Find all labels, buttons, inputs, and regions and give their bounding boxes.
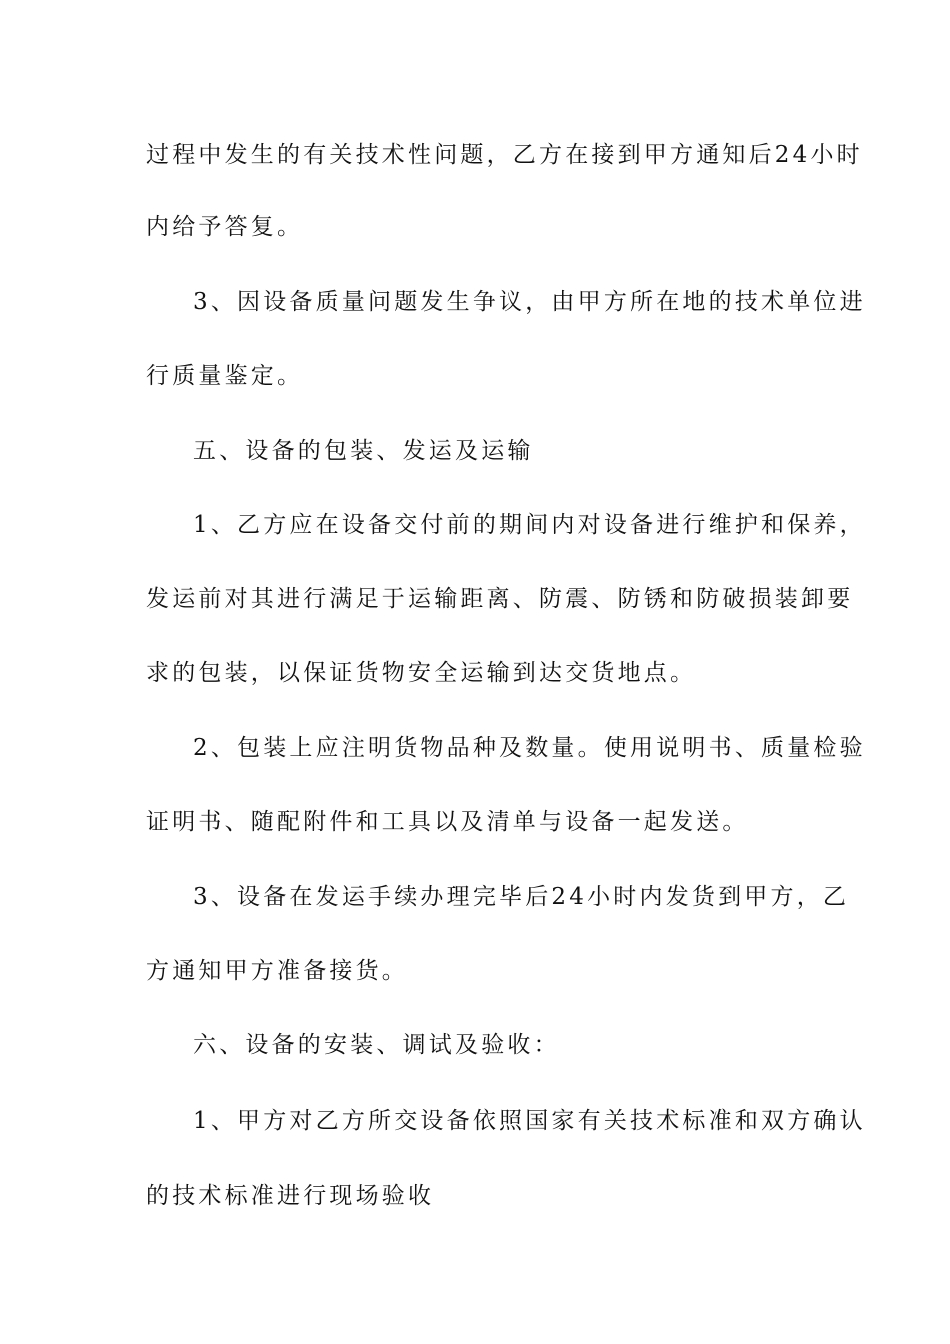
- text-line-9: 2、包装上应注明货物品种及数量。使用说明书、质量检验: [193, 735, 866, 761]
- text-line-11: 3、设备在发运手续办理完毕后24小时内发货到甲方，乙: [193, 884, 850, 910]
- text-line-3: 3、因设备质量问题发生争议，由甲方所在地的技术单位进: [193, 289, 866, 315]
- text-line-1: 过程中发生的有关技术性问题，乙方在接到甲方通知后24小时: [146, 142, 863, 168]
- text-line-7: 发运前对其进行满足于运输距离、防震、防锈和防破损装卸要: [146, 586, 854, 612]
- text-line-6: 1、乙方应在设备交付前的期间内对设备进行维护和保养，: [193, 512, 866, 538]
- text-line-12: 方通知甲方准备接货。: [146, 958, 408, 984]
- text-line-4: 行质量鉴定。: [146, 363, 304, 389]
- text-line-14: 1、甲方对乙方所交设备依照国家有关技术标准和双方确认: [193, 1108, 866, 1134]
- text-line-15: 的技术标准进行现场验收: [146, 1183, 435, 1209]
- section-heading-5: 五、设备的包装、发运及运输: [193, 438, 534, 464]
- text-line-8: 求的包装，以保证货物安全运输到达交货地点。: [146, 660, 697, 686]
- section-heading-6: 六、设备的安装、调试及验收：: [193, 1032, 560, 1058]
- text-line-2: 内给予答复。: [146, 214, 304, 240]
- text-line-10: 证明书、随配附件和工具以及清单与设备一起发送。: [146, 809, 749, 835]
